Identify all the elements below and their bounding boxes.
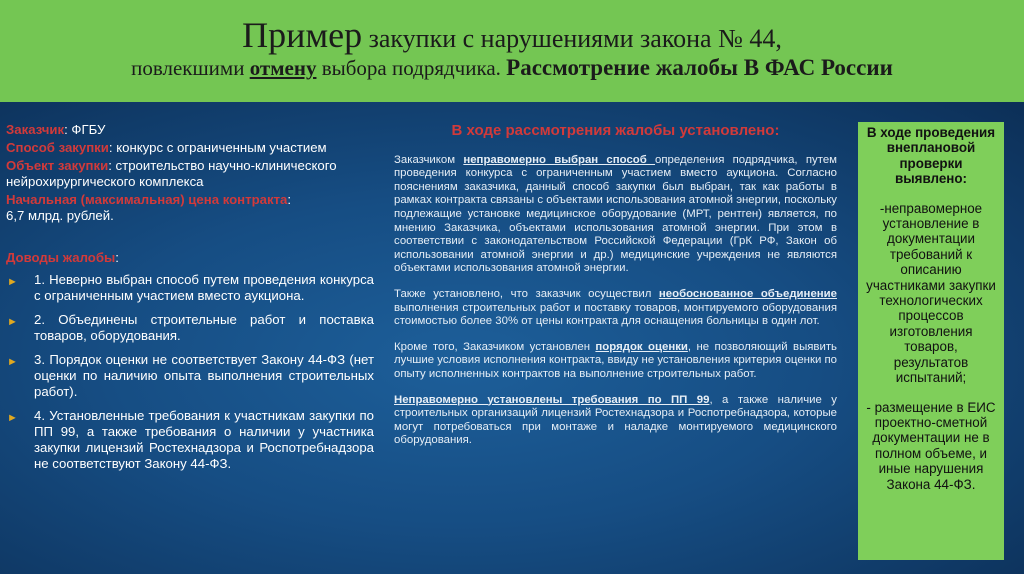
finding-highlight: неправомерно выбран способ <box>463 153 656 166</box>
price-colon: : <box>287 192 292 207</box>
slide-header <box>0 0 1024 102</box>
inspection-item-1: -неправомерное установление в документации требований к описанию участниками закупки технологических процессов изготовления товаров, результатов испытаний; <box>866 200 996 386</box>
method-value: : конкурс с ограниченным участием <box>108 140 327 155</box>
title-rest: закупки с нарушениями закона № 44, <box>362 24 782 53</box>
finding-text: Также установлено, что заказчик осуществил <box>394 287 659 300</box>
list-item <box>6 312 374 344</box>
finding-text: выполнения строительных работ и поставку товаров, монтируемого оборудования стоимостью более 30% от цены контракта для оснащения больницы в один лот. <box>394 301 837 328</box>
list-item <box>6 352 374 400</box>
finding-highlight: Неправомерно установлены требования по ПП 99 <box>394 393 710 406</box>
finding-paragraph-1 <box>394 154 837 276</box>
subtitle-part2: выбора подрядчика. <box>316 56 507 80</box>
arguments-list <box>6 272 374 472</box>
arguments-heading <box>6 250 374 266</box>
arguments-colon: : <box>115 250 119 265</box>
customer-value: : ФГБУ <box>64 122 106 137</box>
finding-text: , а также наличие у строительных организаций лицензий Ростехнадзора и Роспотребнадзора, которые могут потребоваться при монтаже и наладке монтируемого медицинского оборудования. <box>394 393 838 447</box>
list-item <box>6 272 374 304</box>
inspection-heading: В ходе проведения внеплановой проверки выявлено: <box>866 125 996 187</box>
finding-highlight: необоснованное объединение <box>658 287 837 300</box>
triangle-right-icon: ► <box>7 412 18 424</box>
price-value: 6,7 млрд. рублей. <box>6 208 114 223</box>
middle-column <box>394 122 837 460</box>
inspection-item-2: - размещение в ЕИС проектно-сметной документации не в полном объеме, и иные нарушения Закона 44-ФЗ. <box>866 399 996 492</box>
finding-paragraph-3 <box>394 341 837 382</box>
price-label: Начальная (максимальная) цена контракта <box>6 192 288 207</box>
left-column <box>6 122 374 480</box>
arguments-label: Доводы жалобы <box>6 250 116 265</box>
slide-title <box>0 14 1024 56</box>
finding-highlight: порядок оценки <box>595 340 688 353</box>
triangle-right-icon: ► <box>7 316 18 328</box>
finding-text: Заказчиком <box>394 153 464 166</box>
finding-paragraph-2 <box>394 288 837 329</box>
object-value: : строительство научно-клинического нейрохирургического комплекса <box>6 158 337 189</box>
finding-text: определения подрядчика, путем проведения конкурса с ограниченным участием вместо аукциона. Согласно пояснениям заказчика, данный способ закупки был выбран, так как работы в рамках контракта связаны с объектами использования атомной энергии, поскольку подлежащие установке медицинское оборудование (МРТ, рентген) является, по мнению Заказчика, объектами использования атомной энергии. При этом в соответствии с законодательством Российской Федерации (ГрК РФ, Закон об использовании атомной энергии и др.) медицинские учреждения не являются объектами использования атомной энергии. <box>394 153 837 275</box>
finding-text: Кроме того, Заказчиком установлен <box>394 340 596 353</box>
subtitle-underlined: отмену <box>249 56 317 80</box>
list-item <box>6 408 374 472</box>
finding-paragraph-4 <box>394 394 837 448</box>
triangle-right-icon: ► <box>7 356 18 368</box>
inspection-box <box>858 122 1004 560</box>
subtitle-part1: повлекшими <box>131 56 250 80</box>
slide-subtitle <box>0 55 1024 81</box>
argument-text: 3. Порядок оценки не соответствует Закону 44-ФЗ (нет оценки по наличию опыта выполнения строительных работ). <box>34 352 374 399</box>
findings-title: В ходе рассмотрения жалобы установлено: <box>451 122 780 139</box>
object-label: Объект закупки <box>6 158 109 173</box>
title-first-word: Пример <box>242 15 363 55</box>
method-row <box>6 140 374 156</box>
customer-label: Заказчик <box>6 122 65 137</box>
object-row <box>6 158 374 190</box>
finding-text: , не позволяющий выявить лучшие условия исполнения контракта, ввиду не установления критерия оценки по опыту исполненных контрактов на выполнение строительных работ. <box>394 340 837 380</box>
argument-text: 2. Объединены строительные работ и поставка товаров, оборудования. <box>34 312 374 343</box>
argument-text: 1. Неверно выбран способ путем проведения конкурса с ограниченным участием вместо аукциона. <box>34 272 374 303</box>
subtitle-bold: Рассмотрение жалобы В ФАС России <box>506 55 893 80</box>
price-row <box>6 192 374 224</box>
triangle-right-icon: ► <box>7 276 18 288</box>
method-label: Способ закупки <box>6 140 109 155</box>
customer-row <box>6 122 374 138</box>
argument-text: 4. Установленные требования к участникам закупки по ПП 99, а также требования о наличии у участника закупки лицензий Ростехнадзора и Роспотребнадзора не соответствуют Закону 44-ФЗ. <box>34 408 374 471</box>
